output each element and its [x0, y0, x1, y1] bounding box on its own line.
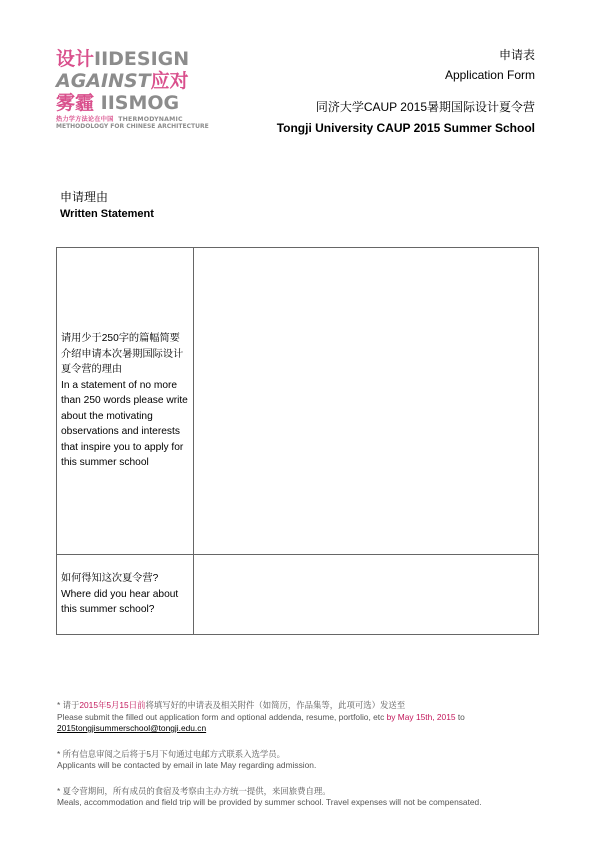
logo-line1-en: IIDESIGN: [94, 48, 190, 70]
statement-answer-field[interactable]: [194, 248, 539, 555]
note-expenses-cn: * 夏令营期间，所有成员的食宿及考察由主办方统一提供，来回旅费自理。: [57, 785, 331, 796]
section-title-en: Written Statement: [60, 208, 154, 220]
school-title-en: Tongji University CAUP 2015 Summer School: [276, 121, 535, 135]
logo-subtitle-1: [56, 114, 183, 123]
deadline-en: by May 15th, 2015: [386, 711, 456, 722]
statement-table: [56, 247, 539, 635]
logo-sub-en1: THERMODYNAMIC: [118, 116, 183, 123]
table-row: [57, 555, 539, 635]
source-answer-field[interactable]: [194, 555, 539, 635]
note-contact: [57, 749, 482, 772]
school-title-cn: 同济大学CAUP 2015暑期国际设计夏令营: [315, 100, 535, 114]
form-title-cn: 申请表: [498, 48, 535, 62]
note-contact-en: Applicants will be contacted by email in late May regarding admission.: [57, 760, 317, 770]
note-submission-cn: [57, 700, 482, 712]
logo-sub-cn: 热力学方法论在中国: [56, 116, 114, 123]
note-contact-cn: * 所有信息审阅之后将于5月下旬通过电邮方式联系入选学员。: [57, 748, 285, 759]
question-cell: [57, 555, 194, 635]
note-expenses-en: Meals, accommodation and field trip will be provided by summer school. Travel expenses will not be compensated.: [57, 797, 482, 807]
logo-line3-en: IISMOG: [100, 92, 180, 114]
note-expenses: [57, 786, 482, 809]
note-text: 将填写好的申请表及相关附件（如简历，作品集等，此项可选）发送至: [145, 700, 406, 710]
design-against-smog-logo: [56, 44, 216, 136]
logo-subtitle-2: METHODOLOGY FOR CHINESE ARCHITECTURE: [56, 123, 209, 130]
question-en: In a statement of no more than 250 words please write about the motivating observations and interests that inspire you to apply for this summer school: [61, 379, 188, 469]
question-en: Where did you hear about this summer school?: [61, 588, 179, 616]
question-cn: 请用少于250字的篇幅简要介绍申请本次暑期国际设计夏令营的理由: [61, 333, 184, 376]
table-row: [57, 248, 539, 555]
note-text: * 请于: [57, 700, 80, 710]
logo-line3-cn: 雾霾: [56, 92, 95, 114]
question-cell: [57, 248, 194, 555]
submission-email-link[interactable]: 2015tongjisummerschool@tongji.edu.cn: [57, 723, 207, 733]
note-submission: [57, 700, 482, 735]
note-text: Please submit the filled out application form and optional addenda, resume, portfolio, etc: [57, 711, 387, 722]
logo-line2-en: AGAINST: [56, 70, 151, 92]
logo-line-3: [56, 88, 179, 115]
question-cn: 如何得知这次夏令营?: [61, 573, 159, 585]
deadline-cn: 2015年5月15日前: [79, 700, 146, 710]
note-submission-en: [57, 712, 482, 724]
notes: [57, 700, 482, 823]
logo-line2-cn: 应对: [150, 70, 189, 92]
form-title-en: Application Form: [444, 68, 535, 82]
section-title-cn: 申请理由: [60, 190, 109, 204]
logo-line1-cn: 设计: [56, 48, 95, 70]
note-text: to: [455, 711, 465, 722]
